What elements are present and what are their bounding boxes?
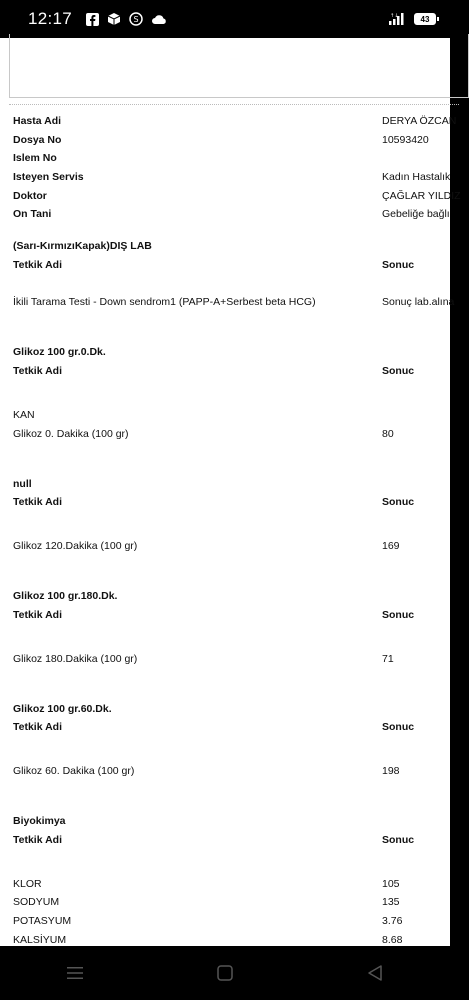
table-header [0,834,450,850]
test-result: 3.76 [382,915,403,927]
table-row [0,878,450,894]
test-name: Glikoz 120.Dakika (100 gr) [13,540,138,552]
table-row [0,428,450,444]
table-row [0,896,450,912]
field-label: Islem No [13,152,57,164]
section-title: Biyokimya [13,815,66,827]
system-status [388,12,436,26]
col-test-header: Tetkik Adi [13,259,63,271]
group-label: KAN [13,409,35,421]
battery-icon [414,13,436,25]
test-name: KLOR [13,878,42,890]
status-bar [0,0,450,38]
test-name: Glikoz 60. Dakika (100 gr) [13,765,135,777]
field-label: On Tani [13,208,52,220]
section-title: Glikoz 100 gr.180.Dk. [13,590,118,602]
test-result: 169 [382,540,400,552]
col-result-header: Sonuc [382,496,415,508]
section-title: (Sarı-KırmızıKapak)DIŞ LAB [13,240,152,252]
col-test-header: Tetkik Adi [13,365,63,377]
facebook-icon [86,13,99,26]
box-icon [107,12,121,26]
field-value: Kadın Hastalık [382,171,451,183]
test-result: 8.68 [382,934,403,946]
test-result: 105 [382,878,400,890]
test-result: 71 [382,653,394,665]
table-row [0,653,450,669]
battery-level: 43 [420,14,430,24]
field-value: ÇAĞLAR YILDIZ [382,190,461,202]
col-result-header: Sonuc [382,259,415,271]
patient-row-process-no [0,152,450,168]
home-icon [216,964,234,982]
table-header [0,721,450,737]
field-value: 10593420 [382,134,429,146]
menu-icon [66,966,84,980]
section-title: Glikoz 100 gr.60.Dk. [13,703,112,715]
test-name: SODYUM [13,896,60,908]
navigation-bar [0,946,450,1000]
test-result: Sonuç lab.alına [382,296,455,308]
table-header [0,609,450,625]
cloud-icon [151,13,167,25]
test-result: 135 [382,896,400,908]
col-result-header: Sonuc [382,721,415,733]
patient-row-service [0,171,450,187]
field-label: Hasta Adi [13,115,62,127]
col-test-header: Tetkik Adi [13,721,63,733]
report-content[interactable] [0,38,461,946]
home-button[interactable] [205,953,245,993]
table-row [0,296,455,312]
test-result: 198 [382,765,400,777]
col-test-header: Tetkik Adi [13,609,63,621]
test-name: KALSİYUM [13,934,67,946]
patient-row-name [0,115,457,131]
table-header [0,365,450,381]
col-test-header: Tetkik Adi [13,834,63,846]
signal-icon [388,12,408,26]
test-name: Glikoz 0. Dakika (100 gr) [13,428,129,440]
header-box [9,34,469,98]
menu-button[interactable] [55,953,95,993]
field-label: Dosya No [13,134,62,146]
table-row [0,915,450,931]
col-result-header: Sonuc [382,609,415,621]
test-name: POTASYUM [13,915,72,927]
col-result-header: Sonuc [382,834,415,846]
field-value: Gebeliğe bağlı [382,208,450,220]
table-row [0,765,450,781]
status-time: 12:17 [28,9,73,28]
col-result-header: Sonuc [382,365,415,377]
table-row [0,540,450,556]
patient-row-diagnosis [0,208,450,224]
table-header [0,259,450,275]
patient-row-doctor [0,190,461,206]
back-button[interactable] [355,953,395,993]
svg-text:↑↓: ↑↓ [390,13,399,19]
divider [9,104,459,105]
field-label: Doktor [13,190,47,202]
section-title: Glikoz 100 gr.0.Dk. [13,346,106,358]
field-label: Isteyen Servis [13,171,84,183]
patient-row-file-no [0,134,450,150]
test-name: İkili Tarama Testi - Down sendrom1 (PAPP-A+Serbest beta HCG) [13,296,316,308]
notification-icons [86,12,167,26]
back-icon [366,964,384,982]
test-result: 80 [382,428,394,440]
table-header [0,496,450,512]
field-value: DERYA ÖZCAN [382,115,457,127]
section-title: null [13,478,32,490]
vpn-icon [129,12,143,26]
col-test-header: Tetkik Adi [13,496,63,508]
svg-text:S: S [133,15,139,24]
test-name: Glikoz 180.Dakika (100 gr) [13,653,138,665]
